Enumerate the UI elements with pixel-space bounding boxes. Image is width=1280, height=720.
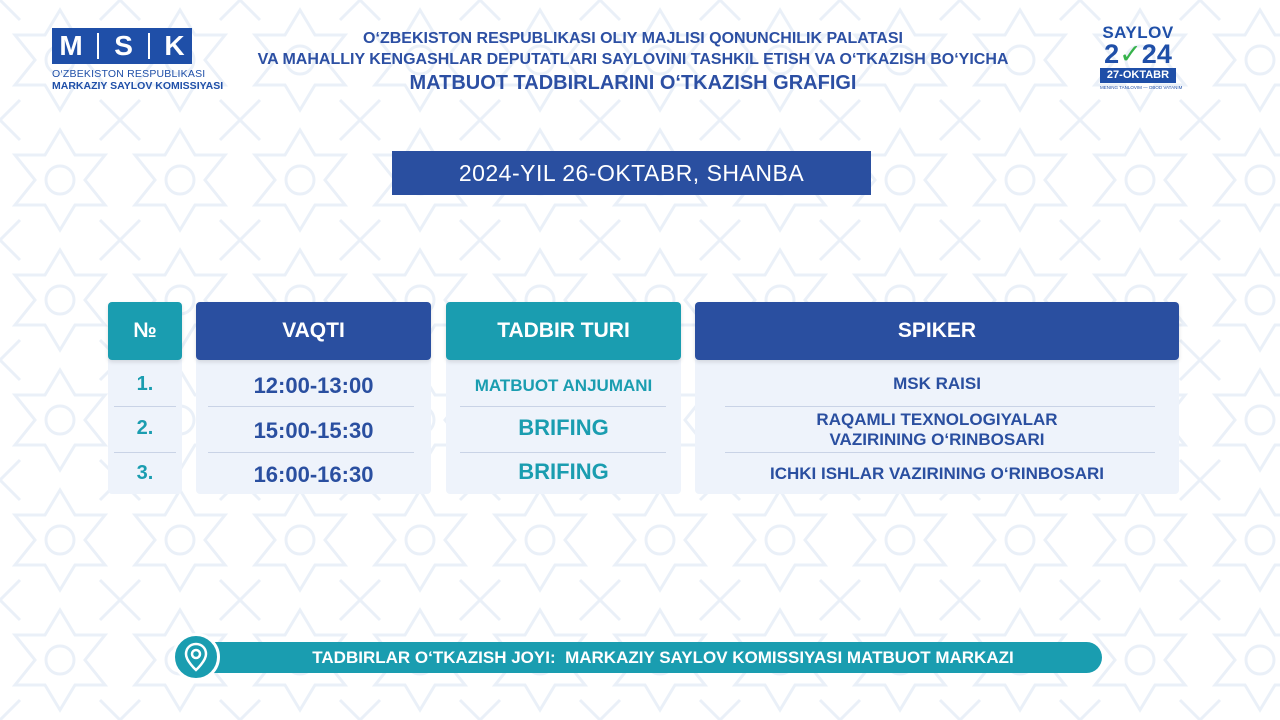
venue-label: TADBIRLAR O‘TKAZISH JOYI: xyxy=(312,647,556,667)
row2-number: 2. xyxy=(136,416,154,439)
msk-logo-line2: MARKAZIY SAYLOV KOMISSIYASI xyxy=(52,80,224,92)
header-line1: O‘ZBEKISTON RESPUBLIKASI OLIY MAJLISI QONUNCHILIK PALATASI xyxy=(363,30,903,47)
row1-event-type: MATBUOT ANJUMANI xyxy=(474,376,653,395)
year-digit: 2 xyxy=(1104,39,1120,69)
election-date-badge: 27-OKTABR xyxy=(1100,68,1176,83)
venue-value: MARKAZIY SAYLOV KOMISSIYASI MATBUOT MARKAZI xyxy=(565,647,1014,667)
msk-letter-k: K xyxy=(164,30,185,61)
msk-letter-m: M xyxy=(59,30,83,61)
row3-time: 16:00-16:30 xyxy=(253,462,374,487)
msk-logo-letters xyxy=(52,28,192,64)
row-divider xyxy=(460,406,666,407)
column-speaker xyxy=(695,356,1179,494)
saylov-word: SAYLOV xyxy=(1102,23,1174,42)
column-number xyxy=(108,356,182,494)
saylov-year xyxy=(1100,41,1176,67)
header-time: VAQTI xyxy=(196,302,431,360)
row3-speaker: ICHKI ISHLAR VAZIRINING O‘RINBOSARI xyxy=(769,464,1105,483)
msk-logo-line1: O‘ZBEKISTON RESPUBLIKASI xyxy=(52,68,206,80)
msk-logo xyxy=(52,28,224,92)
row-divider xyxy=(208,406,414,407)
page-title: MATBUOT TADBIRLARINI O‘TKAZISH GRAFIGI xyxy=(409,72,857,94)
row2-event-type: BRIFING xyxy=(518,415,609,440)
msk-letter-s: S xyxy=(114,30,133,61)
checkmark-icon: ✓ xyxy=(1119,39,1142,69)
row1-time: 12:00-13:00 xyxy=(253,373,374,398)
date-banner: 2024-YIL 26-OKTABR, SHANBA xyxy=(392,151,871,195)
msk-divider xyxy=(97,33,99,59)
saylov-tagline: MENING TANLOVIM — OBOD VATANIM xyxy=(1100,85,1183,90)
year-digits: 24 xyxy=(1141,39,1172,69)
row3-event-type: BRIFING xyxy=(518,459,609,484)
header-line2: VA MAHALLIY KENGASHLAR DEPUTATLARI SAYLOVINI TASHKIL ETISH VA O‘TKAZISH BO‘YICHA xyxy=(257,51,1009,68)
row1-number: 1. xyxy=(136,372,154,395)
row-divider xyxy=(114,406,176,407)
column-time xyxy=(196,356,431,494)
msk-divider xyxy=(148,33,150,59)
row-divider xyxy=(725,406,1155,407)
page-header xyxy=(200,28,1066,97)
row2-time: 15:00-15:30 xyxy=(253,418,374,443)
venue-bar xyxy=(200,642,1102,673)
location-pin-icon xyxy=(172,633,220,681)
row3-number: 3. xyxy=(136,461,154,484)
row-divider xyxy=(208,452,414,453)
row2-speaker: RAQAMLI TEXNOLOGIYALAR VAZIRINING O‘RINBOSARI xyxy=(816,410,1058,449)
row1-speaker: MSK RAISI xyxy=(893,374,981,393)
saylov-2024-logo xyxy=(1100,23,1183,90)
column-event-type xyxy=(446,356,681,494)
header-speaker: SPIKER xyxy=(695,302,1179,360)
row-divider xyxy=(725,452,1155,453)
header-number: № xyxy=(108,302,182,360)
header-event-type: TADBIR TURI xyxy=(446,302,681,360)
